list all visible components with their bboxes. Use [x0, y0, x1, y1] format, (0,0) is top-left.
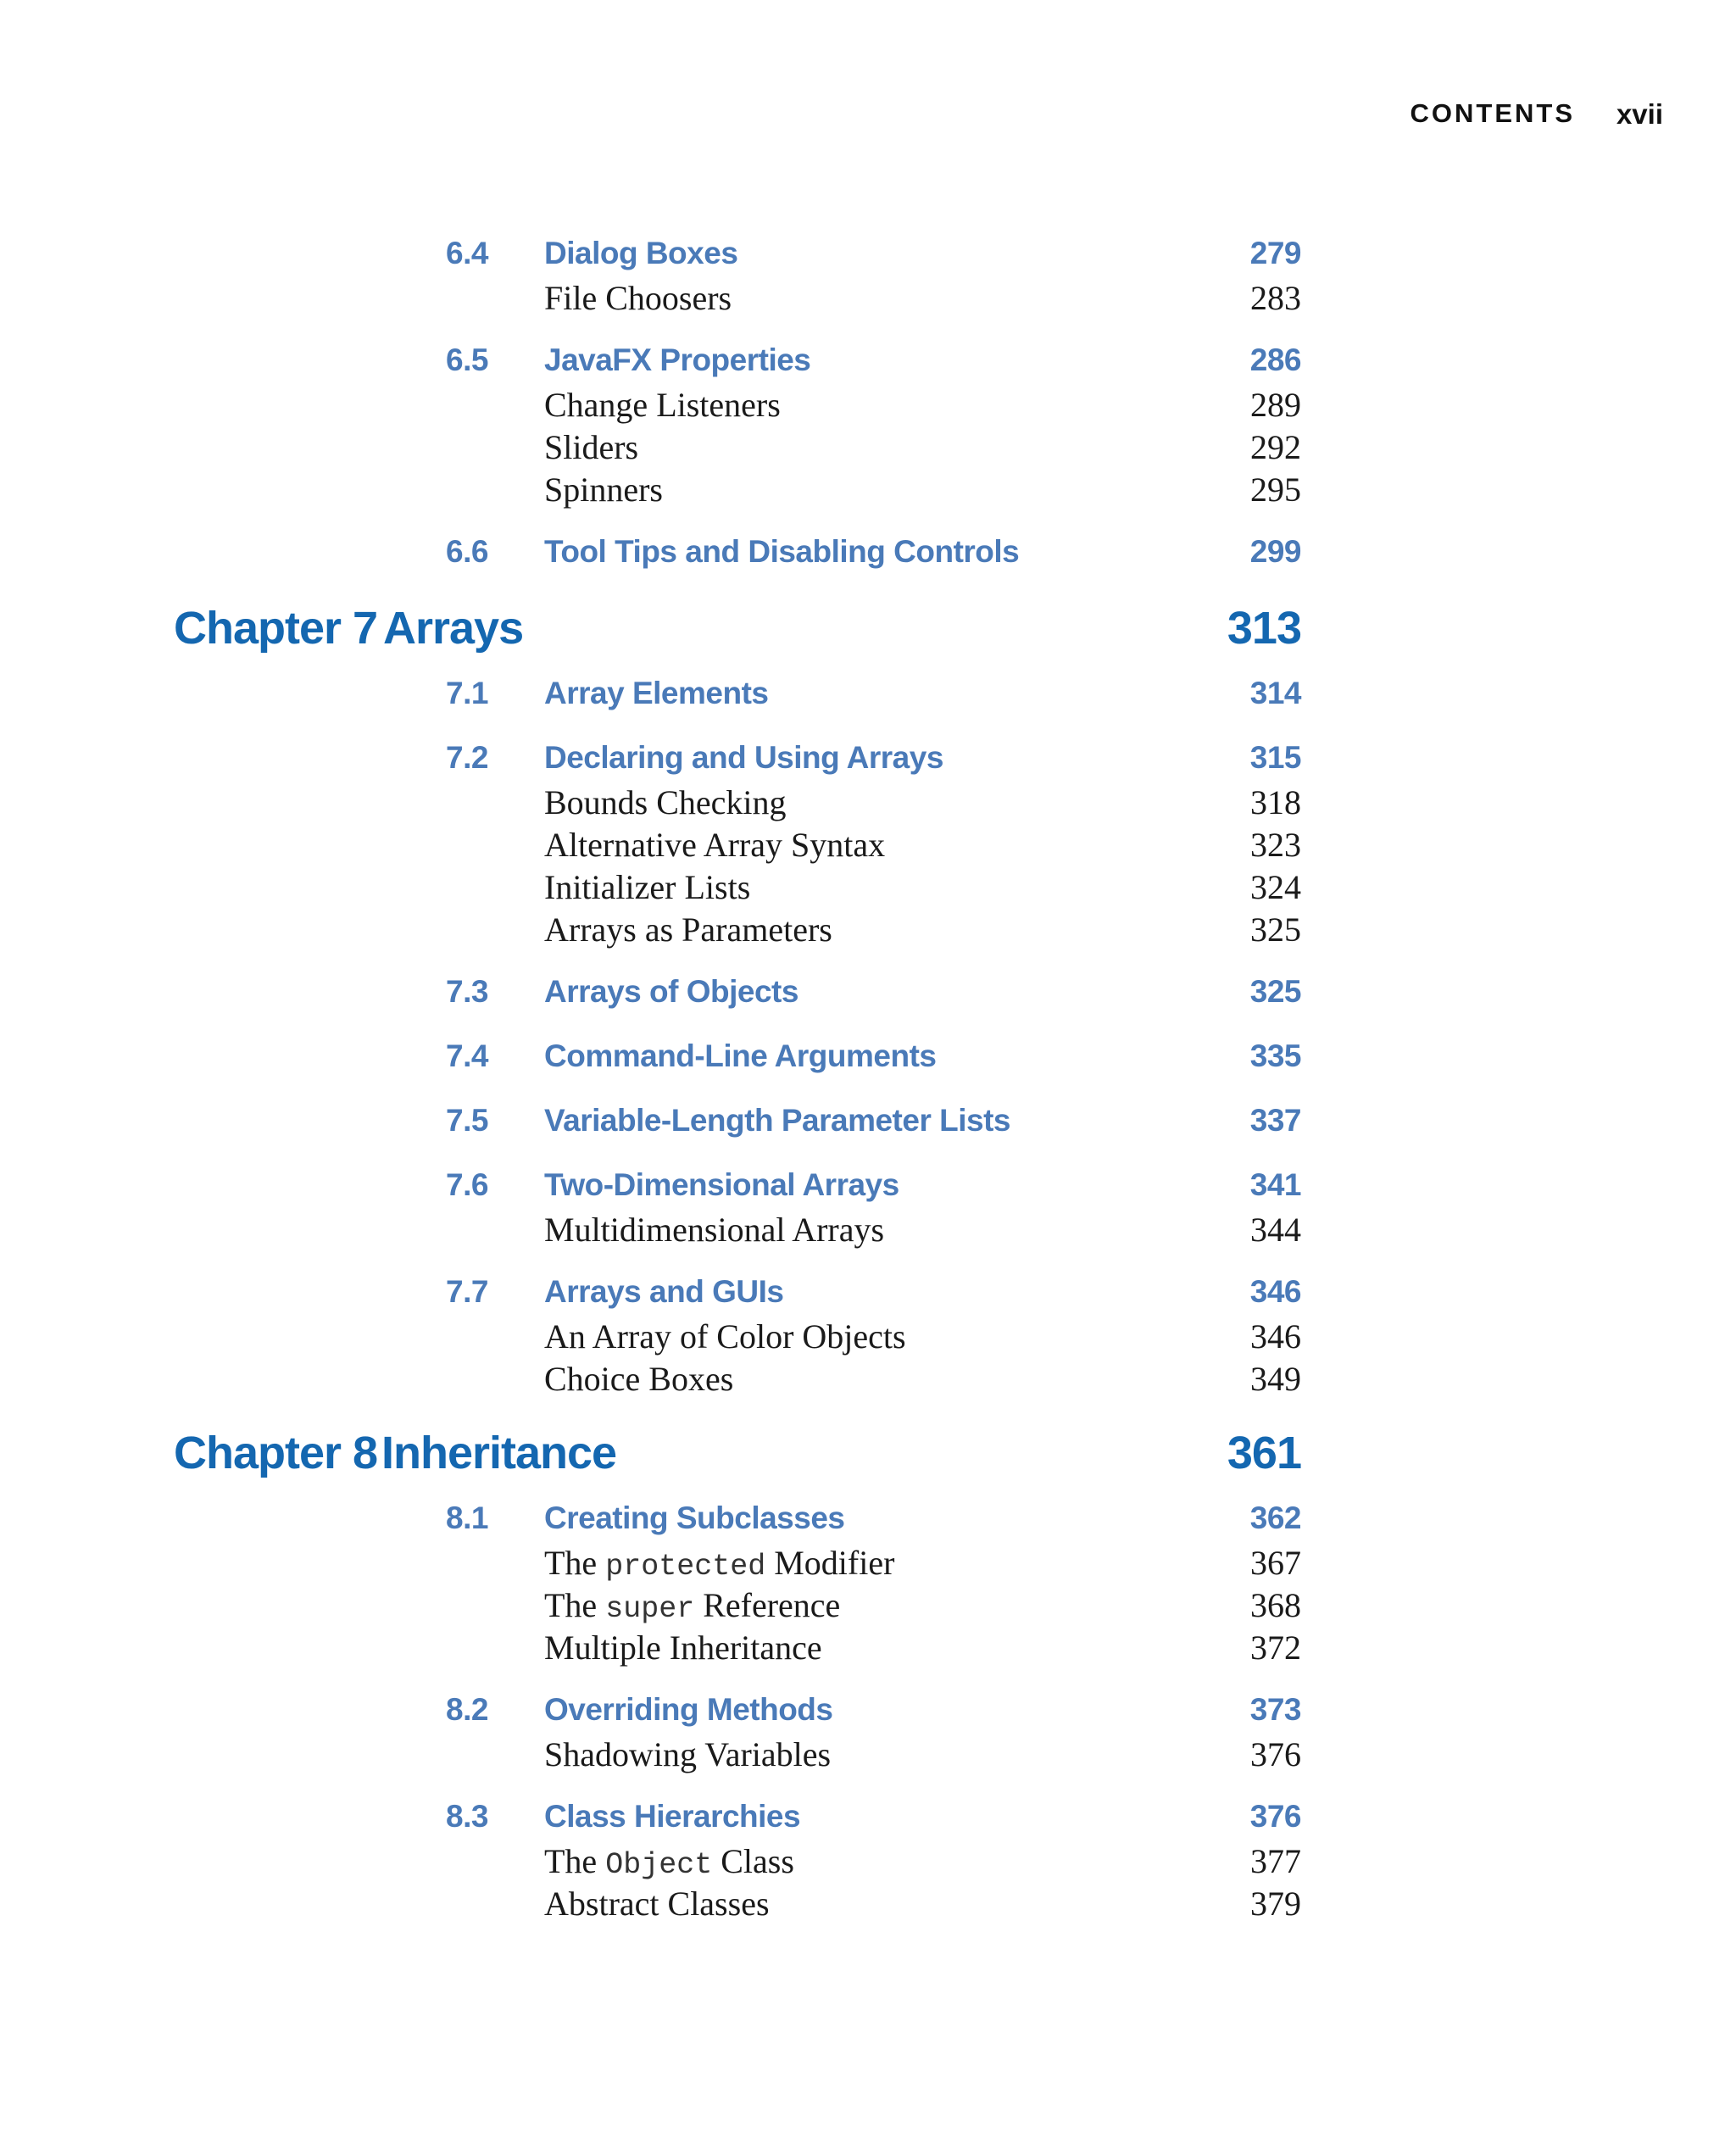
section-number: 7.4 [446, 1038, 488, 1073]
subsection-page-number: 379 [1250, 1885, 1301, 1923]
subsection-page-number: 349 [1250, 1360, 1301, 1398]
section-page-number: 376 [1249, 1799, 1301, 1834]
title-suffix: Modifier [765, 1544, 895, 1582]
subsection-title: Alternative Array Syntax [544, 826, 886, 864]
subsection-page-number: 323 [1250, 826, 1301, 864]
chapter-label: Chapter 7 [174, 603, 378, 654]
section-title: Creating Subclasses [544, 1500, 845, 1535]
page-number: xvii [1616, 98, 1663, 130]
chapter-title: Arrays [383, 603, 524, 654]
section-title: Two-Dimensional Arrays [544, 1167, 899, 1202]
section-number: 7.2 [446, 740, 488, 775]
subsection-page-number: 368 [1250, 1586, 1301, 1624]
section-title: Variable-Length Parameter Lists [544, 1103, 1010, 1138]
code-keyword: Object [605, 1848, 713, 1882]
subsection-page-number: 325 [1250, 910, 1301, 949]
section-number: 7.3 [446, 974, 488, 1009]
section-page-number: 335 [1249, 1038, 1301, 1073]
subsection-title: Shadowing Variables [544, 1735, 832, 1773]
section-title: Arrays of Objects [544, 974, 798, 1009]
code-keyword: protected [605, 1550, 766, 1584]
chapter-label: Chapter 8 [174, 1428, 378, 1478]
subsection-page-number: 295 [1250, 470, 1301, 509]
section-page-number: 337 [1249, 1103, 1301, 1138]
subsection-title: File Choosers [544, 279, 732, 317]
section-number: 8.1 [446, 1500, 488, 1535]
subsection-title: Arrays as Parameters [544, 910, 832, 949]
section-page-number: 346 [1249, 1274, 1301, 1309]
subsection-title [544, 1543, 894, 1584]
section-number: 8.2 [446, 1692, 488, 1727]
section-title: Array Elements [544, 676, 769, 710]
section-title: Class Hierarchies [544, 1799, 801, 1834]
section-title: Tool Tips and Disabling Controls [544, 534, 1020, 569]
section-page-number: 314 [1249, 676, 1301, 710]
section-page-number: 325 [1249, 974, 1301, 1009]
section-title: Command-Line Arguments [544, 1038, 937, 1073]
subsection-page-number: 367 [1250, 1544, 1301, 1582]
section-number: 7.1 [446, 676, 488, 710]
code-keyword: super [605, 1592, 695, 1626]
subsection-title: Abstract Classes [544, 1885, 770, 1923]
subsection-page-number: 289 [1250, 386, 1301, 424]
section-number: 7.5 [446, 1103, 488, 1138]
section-number: 7.6 [446, 1167, 488, 1202]
section-page-number: 279 [1249, 236, 1301, 270]
subsection-page-number: 292 [1250, 428, 1301, 466]
subsection-title [544, 1841, 794, 1882]
subsection-title: Initializer Lists [544, 868, 751, 906]
section-page-number: 299 [1249, 534, 1301, 569]
subsection-title: Bounds Checking [544, 783, 787, 821]
title-prefix: The [544, 1842, 606, 1880]
subsection-page-number: 346 [1250, 1317, 1301, 1356]
subsection-title: Change Listeners [544, 386, 781, 424]
section-title: JavaFX Properties [544, 342, 811, 377]
subsection-page-number: 324 [1250, 868, 1301, 906]
section-number: 6.6 [446, 534, 488, 569]
section-number: 6.4 [446, 236, 488, 270]
section-page-number: 373 [1249, 1692, 1301, 1727]
section-number: 6.5 [446, 342, 488, 377]
running-title: CONTENTS [1410, 98, 1575, 128]
chapter-page-number: 361 [1227, 1428, 1301, 1478]
title-suffix: Class [712, 1842, 794, 1880]
section-title: Declaring and Using Arrays [544, 740, 943, 775]
chapter-page-number: 313 [1227, 603, 1301, 654]
chapter-title: Inheritance [381, 1428, 617, 1478]
section-title: Arrays and GUIs [544, 1274, 784, 1309]
subsection-title: Choice Boxes [544, 1360, 734, 1398]
running-header [0, 98, 1736, 132]
section-number: 7.7 [446, 1274, 488, 1309]
subsection-title [544, 1585, 840, 1626]
section-title: Dialog Boxes [544, 236, 738, 270]
subsection-page-number: 377 [1250, 1842, 1301, 1880]
section-title: Overriding Methods [544, 1692, 833, 1727]
section-number: 8.3 [446, 1799, 488, 1834]
subsection-page-number: 372 [1250, 1628, 1301, 1667]
section-page-number: 362 [1249, 1500, 1301, 1535]
title-prefix: The [544, 1544, 606, 1582]
subsection-page-number: 344 [1250, 1211, 1301, 1249]
subsection-title: Spinners [544, 470, 663, 509]
subsection-page-number: 376 [1250, 1735, 1301, 1773]
title-suffix: Reference [694, 1586, 841, 1624]
title-prefix: The [544, 1586, 606, 1624]
section-page-number: 315 [1249, 740, 1301, 775]
subsection-page-number: 283 [1250, 279, 1301, 317]
section-page-number: 286 [1249, 342, 1301, 377]
subsection-title: Sliders [544, 428, 639, 466]
subsection-page-number: 318 [1250, 783, 1301, 821]
section-page-number: 341 [1249, 1167, 1301, 1202]
subsection-title: Multidimensional Arrays [544, 1211, 885, 1249]
subsection-title: Multiple Inheritance [544, 1628, 822, 1667]
subsection-title: An Array of Color Objects [544, 1317, 906, 1356]
